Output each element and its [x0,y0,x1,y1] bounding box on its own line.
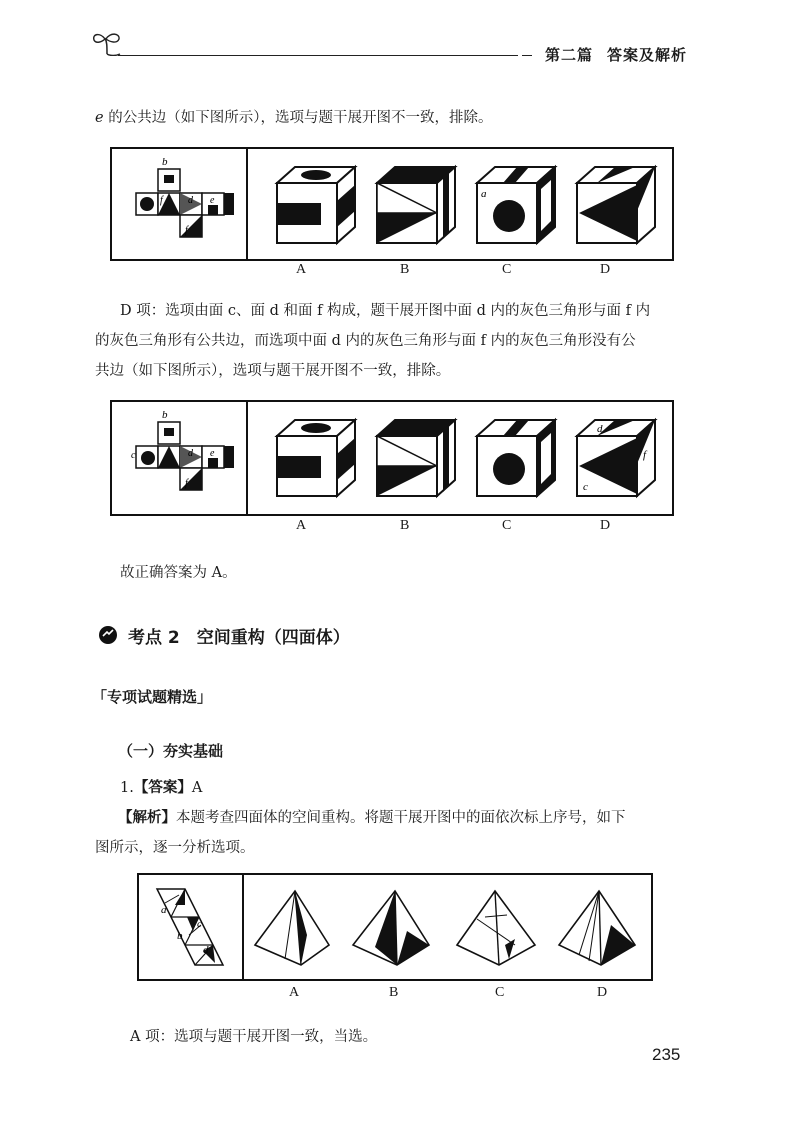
figure-2 [110,400,674,516]
cube-d-label-c: c [583,481,588,493]
conclusion-text: 故正确答案为 A。 [120,565,237,581]
net2-label-c: c [131,450,136,461]
figure-2-cubes [267,414,662,506]
net-label-e: e [210,195,215,206]
paragraph-1-text: 的公共边（如下图所示），选项与题干展开图不一致，排除。 [103,110,493,126]
header-rule-dash [522,55,532,56]
cube-d-label-f: f [643,449,647,461]
q1-answer-value: A [191,780,203,796]
fig3-label-d: D [597,985,608,1000]
tetrahedron-net-diagram [139,875,242,979]
cube-d-label-d: d [597,423,603,435]
header-title: 答案及解析 [607,46,688,64]
cube-c-2 [477,420,555,496]
subsection-title: 专项试题精选 [107,688,198,706]
figure-1 [110,147,674,261]
tetra-net-label-c: c [197,918,202,930]
net-label-d: d [188,195,193,206]
section-title: 考点 2 空间重构（四面体） [128,628,350,648]
paragraph-2-line-1: D 项：选项由面 c、面 d 和面 f 构成，题干展开图中面 d 内的灰色三角形与面 f 内 [120,303,651,319]
cube-a [277,167,355,243]
fig3-label-b: B [389,985,399,1000]
fig3-label-a: A [289,985,300,1000]
q1-analysis-text-1: 本题考查四面体的空间重构。将题干展开图中的面依次标上序号，如下 [176,810,626,826]
net2-label-d: d [188,448,193,459]
tetrahedron-a [255,891,329,965]
net-label-b: b [162,156,168,168]
figure-3-tetrahedra [245,885,645,973]
net2-label-e: e [210,448,215,459]
tetrahedron-b [353,891,429,965]
tetra-net-label-b: b [177,930,183,942]
q1-analysis-label: 【解析】 [118,810,176,826]
option-a-text: A 项：选项与题干展开图一致，当选。 [130,1029,378,1045]
cube-b-2 [377,420,455,496]
q1-analysis-line-1 [118,803,700,833]
cube-net-diagram-2 [112,402,246,514]
fig2-label-a: A [296,518,307,533]
header-rule [118,55,518,56]
paragraph-2-line-3: 共边（如下图所示），选项与题干展开图不一致，排除。 [95,363,451,379]
figure-1-divider [246,149,248,259]
net-label-f1: f [160,195,163,206]
corner-bracket-close-icon: 」 [197,688,213,706]
cube-net-diagram [112,149,246,259]
fig1-label-a: A [296,262,307,277]
q1-number: 1. [120,780,134,796]
cube-c [477,167,555,243]
net2-label-f: f [185,478,188,489]
face-e-ref: e [95,110,104,126]
tetra-net-label-d: d [203,944,209,956]
corner-bracket-open-icon: 「 [92,688,108,706]
figure-3-divider [242,875,244,979]
fig1-label-b: B [400,262,410,277]
cube-d [577,167,655,243]
cube-b [377,167,455,243]
q1-analysis-line-2: 图所示，逐一分析选项。 [95,840,255,856]
q1-answer-label: 【答案】 [133,780,192,796]
fig1-label-d: D [600,262,611,277]
q1-answer-line [120,773,202,803]
figure-1-cubes [267,161,662,251]
running-header [545,44,687,65]
tetrahedron-c [457,891,535,965]
fig1-label-c: C [502,262,512,277]
cube-d-2 [577,420,655,496]
figure-2-divider [246,402,248,514]
figure-3 [137,873,653,981]
page-number: 235 [652,1045,681,1064]
cube-a-2 [277,420,355,496]
cube-c-label-a: a [481,188,487,200]
tetra-net-label-a: a [161,904,167,916]
fig2-label-d: D [600,518,611,533]
fig2-label-c: C [502,518,512,533]
header-part: 第二篇 [545,46,594,64]
part-title: （一）夯实基础 [118,742,224,760]
subsection-heading [92,686,212,707]
net-label-f2: f [185,225,188,236]
fig3-label-c: C [495,985,505,1000]
paragraph-1 [95,103,492,133]
paragraph-2-line-2: 的灰色三角形有公共边，而选项中面 d 内的灰色三角形与面 f 内的灰色三角形没有公 [95,333,636,349]
fig2-label-b: B [400,518,410,533]
sprout-logo-icon [90,30,124,56]
net2-label-b: b [162,409,168,421]
section-bullet-icon [98,625,118,645]
tetrahedron-d [559,891,635,965]
